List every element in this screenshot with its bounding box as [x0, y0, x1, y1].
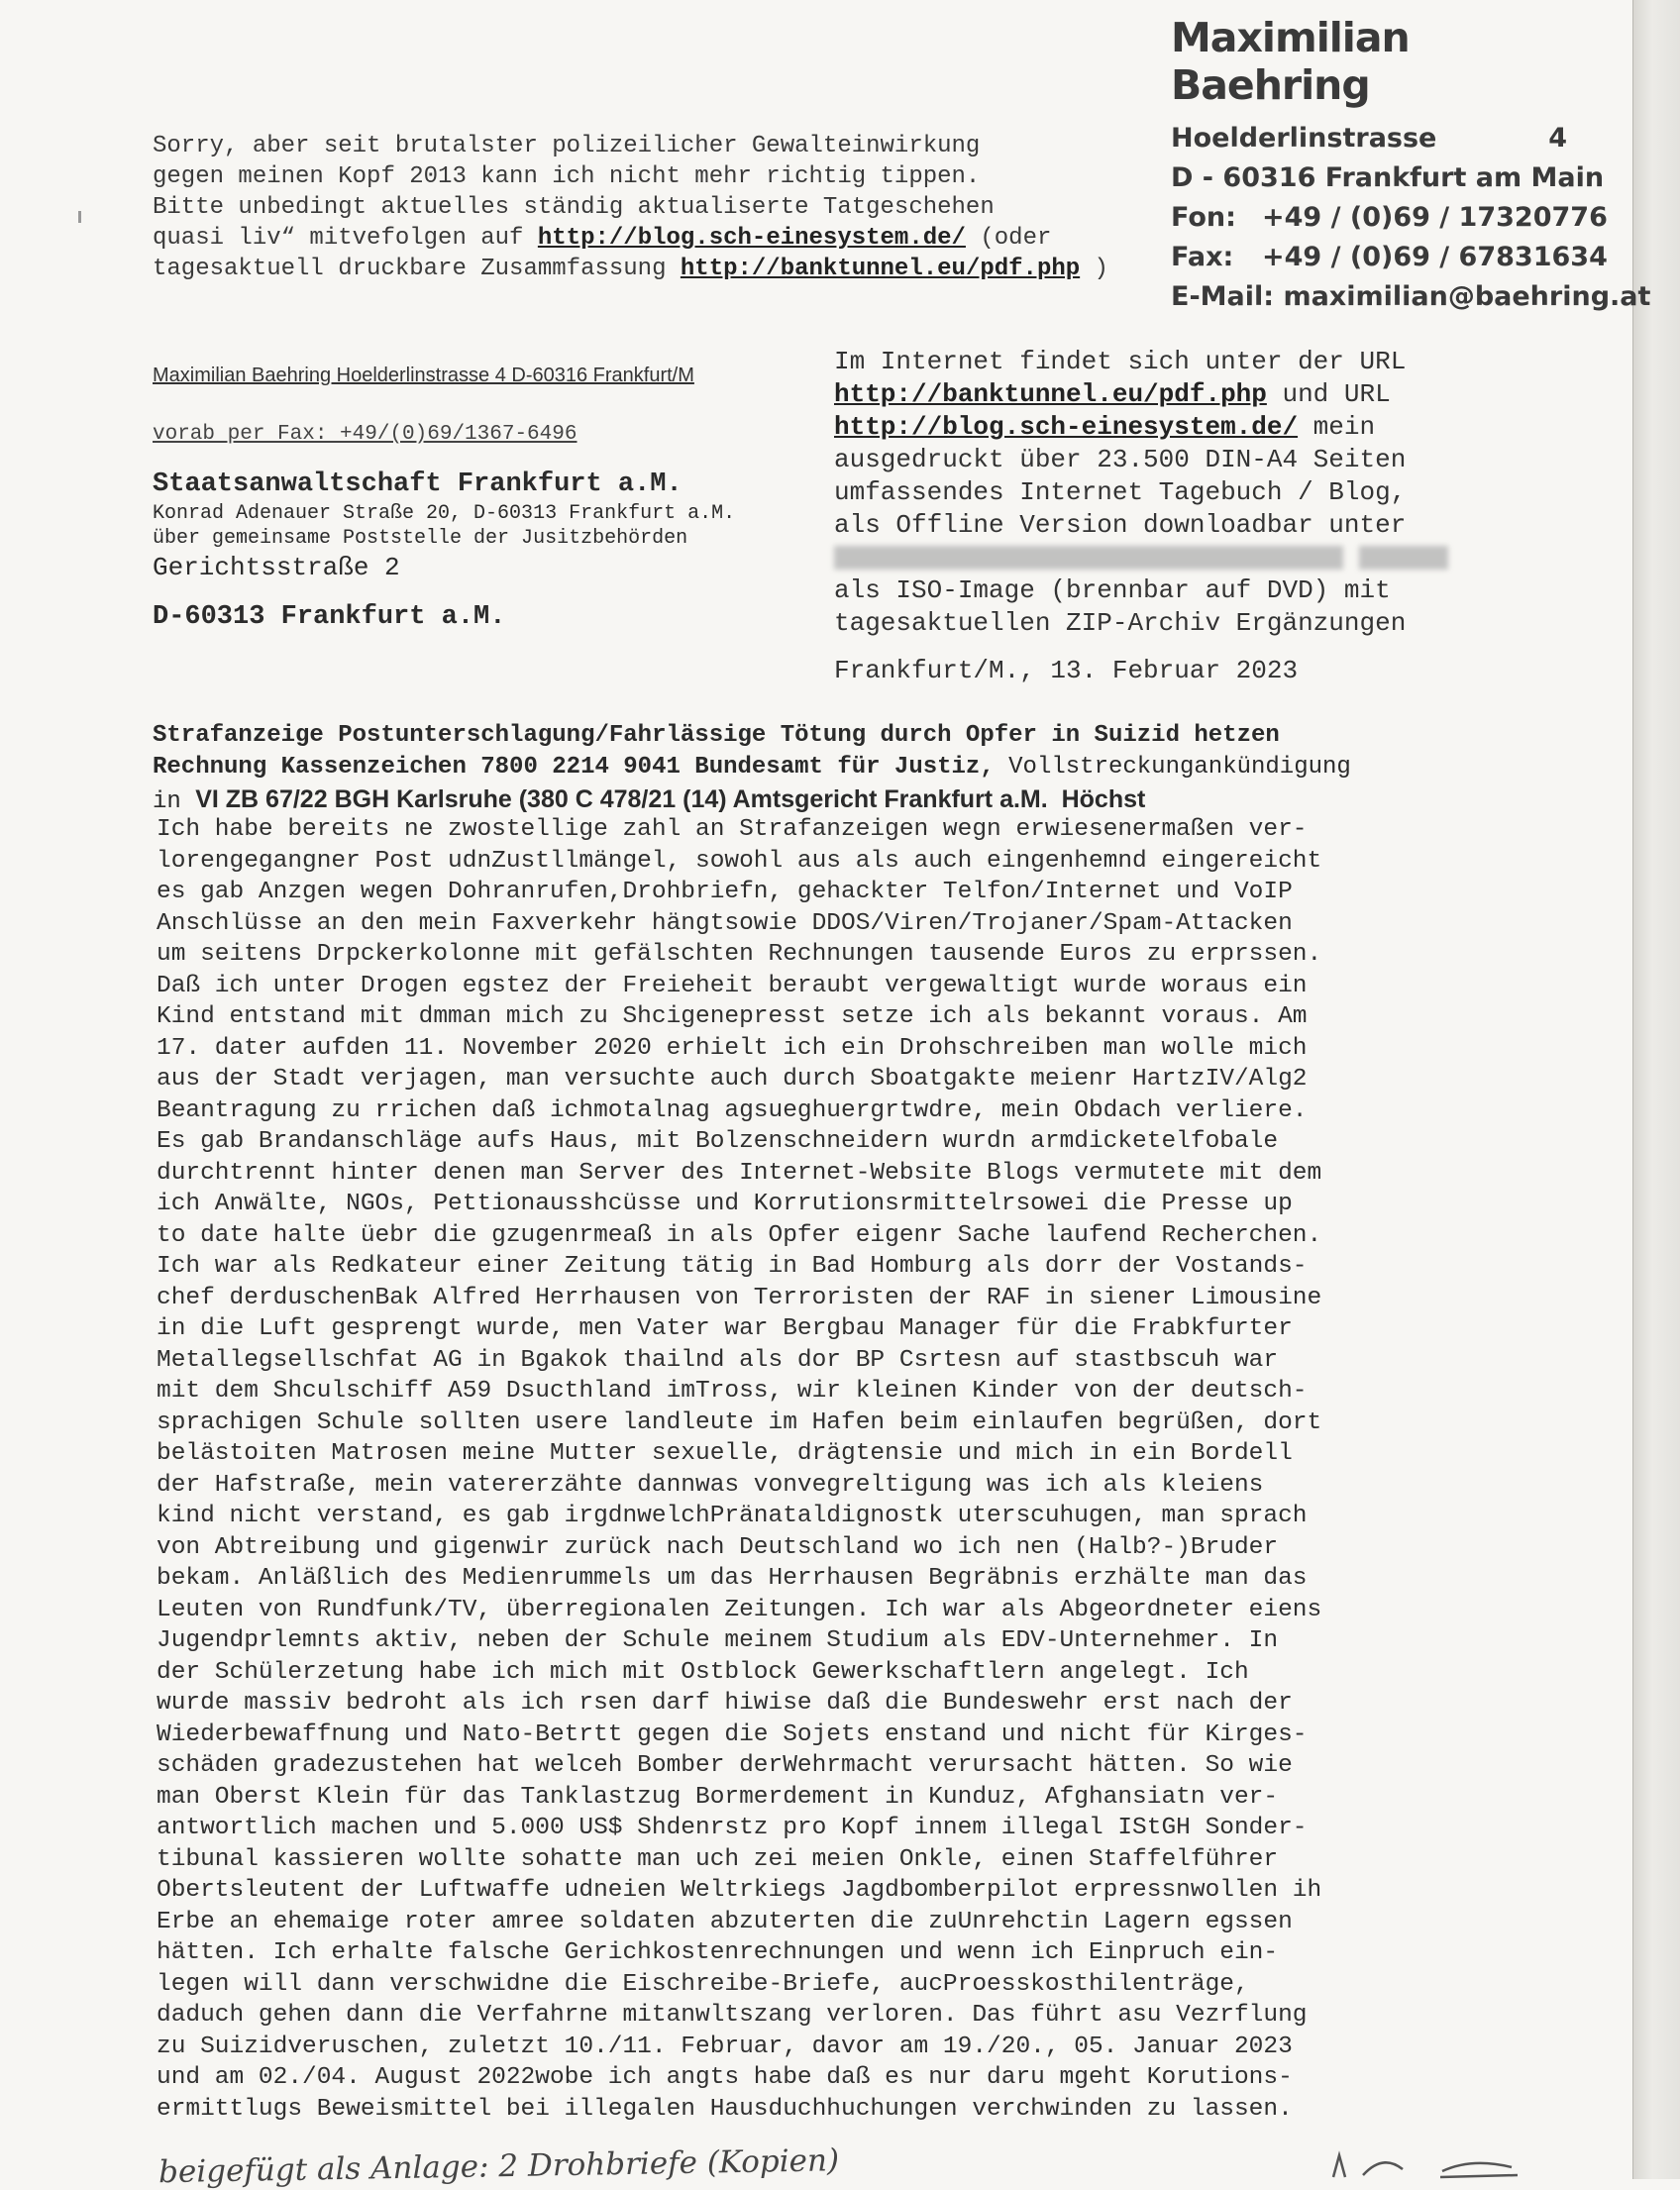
body-line: schäden gradezustehen hat welceh Bomber derWehrmacht verursacht hätten. So wie [157, 1752, 1293, 1779]
body-line: daduch gehen dann die Verfahrne mitanwltszang verloren. Das führt asu Vezrflung [157, 2002, 1308, 2029]
body-line: Anschlüsse an den mein Faxverkehr hängtsowie DDOS/Viren/Trojaner/Spam-Attacken [157, 909, 1293, 937]
body-line: Obertsleutent der Luftwaffe udneien Weltrkiegs Jagdbomberpilot erpressnwollen ih [157, 1877, 1322, 1904]
sender-name: Maximilian Baehring [1171, 14, 1410, 109]
body-line: mit dem Shculschiff A59 Dsucthland imTross, wir kleinen Kinder von der deutsch- [157, 1378, 1308, 1405]
body-line: der Schülerzetung habe ich mich mit Ostblock Gewerkschaftlern angelegt. Ich [157, 1658, 1249, 1686]
intro-line-end: ) [1080, 256, 1108, 282]
letterhead [1171, 14, 1651, 317]
body-line: Beantragung zu rrichen daß ichmotalnag agsueghuergrtwdre, mein Obdach verliere. [157, 1096, 1308, 1124]
info-line: mein [1298, 412, 1376, 442]
body-line: Daß ich unter Drogen egstez der Freieheit beraubt vergewaltigt wurde woraus ein [157, 972, 1308, 999]
body-line: durchtrennt hinter denen man Server des Internet-Website Blogs vermutete mit dem [157, 1159, 1322, 1187]
body-line: man Oberst Klein für das Tanklastzug Bormerdement in Kunduz, Afghansiatn ver- [157, 1783, 1279, 1811]
intro-paragraph [153, 131, 1153, 284]
body-line: Es gab Brandanschläge aufs Haus, mit Bolzenschneidern wurdn armdicketelfobale [157, 1128, 1279, 1155]
body-line: Wiederbewaffnung und Nato-Betrtt gegen die Sojets enstand und nicht für Kirges- [157, 1721, 1308, 1748]
body-line: und am 02./04. August 2022wobe ich angts habe daß es nur daru mgeht Korutions- [157, 2064, 1293, 2091]
email-label: E-Mail: [1171, 281, 1275, 312]
body-line: Kind entstand mit dmman mich zu Shcigenepresst setze ich als bekannt voraus. Am [157, 1003, 1308, 1030]
recipient-street: Gerichtsstraße 2 [153, 553, 400, 582]
body-line: Metallegsellschfat AG in Bgakok thailnd als dor BP Csrtesn auf stastbscuh war [157, 1346, 1279, 1374]
case-reference: VI ZB 67/22 BGH Karlsruhe (380 C 478/21 (14) Amtsgericht Frankfurt a.M. Höchst [195, 785, 1146, 813]
body-line: wurde massiv bedroht als ich rsen darf hiwise daß die Bundeswehr erst nach der [157, 1690, 1293, 1717]
info-line: tagesaktuellen ZIP-Archiv Ergänzungen [834, 608, 1407, 638]
redacted-url [834, 546, 1343, 570]
fax-number: +49 / (0)69 / 67831634 [1262, 242, 1608, 272]
email-address: maximilian@baehring.at [1283, 281, 1651, 312]
recipient-line1: Konrad Adenauer Straße 20, D-60313 Frankfurt a.M. [153, 502, 736, 525]
intro-line: quasi liv“ mitvefolgen auf [153, 225, 538, 252]
sender-city: D - 60316 Frankfurt am Main [1171, 162, 1605, 193]
recipient-city: D-60313 Frankfurt a.M. [153, 602, 506, 632]
pdf-link: http://banktunnel.eu/pdf.php [680, 256, 1081, 282]
recipient-address [153, 468, 826, 634]
letter-body [157, 814, 1623, 2125]
body-line: von Abtreibung und gigenwir zurück nach Deutschland wo ich nen (Halb?-)Bruder [157, 1533, 1279, 1561]
date-line: Frankfurt/M., 13. Februar 2023 [834, 656, 1299, 685]
phone-number: +49 / (0)69 / 17320776 [1262, 202, 1608, 233]
body-line: bekam. Anläßlich des Medienrummels um das Herrhausen Begräbnis erzhälte man das [157, 1565, 1308, 1592]
recipient-line2: über gemeinsame Poststelle der Jusitzbehörden [153, 527, 688, 550]
intro-line: Sorry, aber seit brutalster polizeilicher Gewalteinwirkung [153, 133, 981, 159]
fax-label: Fax: [1171, 242, 1234, 272]
pdf-link-2: http://banktunnel.eu/pdf.php [834, 379, 1267, 409]
intro-line: tagesaktuell druckbare Zusammfassung [153, 256, 681, 282]
info-line: und URL [1266, 379, 1391, 409]
body-line: Leuten von Rundfunk/TV, überregionalen Zeitungen. Ich war als Abgeordneter eiens [157, 1596, 1322, 1623]
sender-street-line [1171, 119, 1567, 158]
body-line: kind nicht verstand, es gab irgdnwelchPränataldignostk uterscuhugen, man sprach [157, 1503, 1308, 1529]
body-line: zu Suizidveruschen, zuletzt 10./11. Februar, davor am 19./20., 05. Januar 2023 [157, 2033, 1293, 2060]
sender-street: Hoelderlinstrasse [1171, 123, 1437, 154]
info-line: umfassendes Internet Tagebuch / Blog, [834, 477, 1407, 507]
info-column [834, 346, 1627, 640]
subject-line: Strafanzeige Postunterschlagung/Fahrlässige Tötung durch Opfer in Suizid hetzen [153, 722, 1280, 749]
body-line: to date halte üebr die gzugenrmeaß in als Opfer eigenr Sache laufend Recherchen. [157, 1221, 1322, 1249]
subject-line: Vollstreckungankündigung [994, 754, 1351, 781]
fax-notice: vorab per Fax: +49/(0)69/1367-6496 [153, 423, 578, 446]
subject-line: Rechnung Kassenzeichen 7800 2214 9041 Bundesamt für Justiz, [153, 754, 995, 781]
body-line: in die Luft gesprengt wurde, men Vater war Bergbau Manager für die Frabkfurter [157, 1315, 1293, 1342]
body-line: antwortlich machen und 5.000 US$ Shdenrstz pro Kopf innem illegal IStGH Sonder- [157, 1815, 1308, 1841]
signature-scribble [1323, 2147, 1522, 2179]
return-address: Maximilian Baehring Hoelderlinstrasse 4 D-60316 Frankfurt/M [153, 365, 694, 386]
phone-label: Fon: [1171, 202, 1236, 233]
body-line: Ich habe bereits ne zwostellige zahl an Strafanzeigen wegn erwiesenermaßen ver- [157, 816, 1308, 843]
sender-house-number: 4 [1548, 123, 1567, 154]
body-line: der Hafstraße, mein vatererzähte dannwas vonvegreltigung was ich als kleiens [157, 1471, 1264, 1499]
handwritten-note: beigefügt als Anlage: 2 Drohbriefe (Kopien) [158, 2142, 840, 2190]
info-line: als ISO-Image (brennbar auf DVD) mit [834, 575, 1391, 605]
info-line: Im Internet findet sich unter der URL [834, 347, 1407, 376]
redacted-url [1359, 546, 1448, 570]
recipient-name: Staatsanwaltschaft Frankfurt a.M. [153, 469, 682, 499]
subject-block [153, 720, 1619, 818]
body-line: ich Anwälte, NGOs, Pettionausshcüsse und Korrutionsrmittelrsowei die Presse up [157, 1191, 1293, 1217]
subject-line: in [153, 788, 196, 815]
intro-line: Bitte unbedingt aktuelles ständig aktualiserte Tatgeschehen [153, 194, 995, 221]
body-line: Erbe an ehemaige roter amree soldaten abzuterten die zuUnrehctin Lagern egssen [157, 1908, 1293, 1935]
body-line: chef derduschenBak Alfred Herrhausen von Terroristen der RAF in siener Limousine [157, 1284, 1322, 1311]
body-line: 17. dater aufden 11. November 2020 erhielt ich ein Drohschreiben man wolle mich [157, 1034, 1308, 1062]
info-line: als Offline Version downloadbar unter [834, 510, 1407, 540]
sender-fax-line [1171, 238, 1608, 277]
blog-link-2: http://blog.sch-einesystem.de/ [834, 412, 1299, 442]
info-line: ausgedruckt über 23.500 DIN-A4 Seiten [834, 445, 1407, 474]
body-line: ermittlugs Beweismittel bei illegalen Hausduchhuchungen verchwinden zu lassen. [157, 2095, 1293, 2123]
body-line: Jugendprlemnts aktiv, neben der Schule meinem Studium als EDV-Unternehmer. In [157, 1627, 1279, 1654]
body-line: hätten. Ich erhalte falsche Gerichkostenrechnungen und wenn ich Einpruch ein- [157, 1939, 1279, 1966]
body-line: belästoiten Matrosen meine Mutter sexuelle, drägtensie und mich in ein Bordell [157, 1440, 1293, 1467]
intro-line-end: (oder [965, 225, 1052, 252]
body-line: es gab Anzgen wegen Dohranrufen,Drohbriefn, gehackter Telfon/Internet und VoIP [157, 879, 1293, 905]
body-line: legen will dann verschwidne die Eischreibe-Briefe, aucProesskosthilenträge, [157, 1970, 1249, 1998]
paper-edge [1632, 0, 1680, 2179]
body-line: aus der Stadt verjagen, man versuchte auch durch Sboatgakte meienr HartzIV/Alg2 [157, 1066, 1308, 1093]
body-line: Ich war als Redkateur einer Zeitung tätig in Bad Homburg als dorr der Vostands- [157, 1253, 1308, 1280]
margin-mark [78, 211, 81, 223]
sender-phone-line [1171, 198, 1608, 238]
intro-line: gegen meinen Kopf 2013 kann ich nicht mehr richtig tippen. [153, 163, 981, 190]
body-line: sprachigen Schule sollten usere landleute im Hafen beim einlaufen begrüßen, dort [157, 1408, 1322, 1436]
body-line: tibunal kassieren wollte sohatte man uch zei meien Onkle, einen Staffelführer [157, 1845, 1279, 1873]
body-line: um seitens Drpckerkolonne mit gefälschten Rechnungen tausende Euros zu erprssen. [157, 941, 1322, 968]
sender-email-line [1171, 277, 1651, 317]
blog-link: http://blog.sch-einesystem.de/ [537, 225, 966, 252]
body-line: lorengegangner Post udnZustllmängel, sowohl aus als auch eingenhemnd eingereicht [157, 847, 1322, 875]
